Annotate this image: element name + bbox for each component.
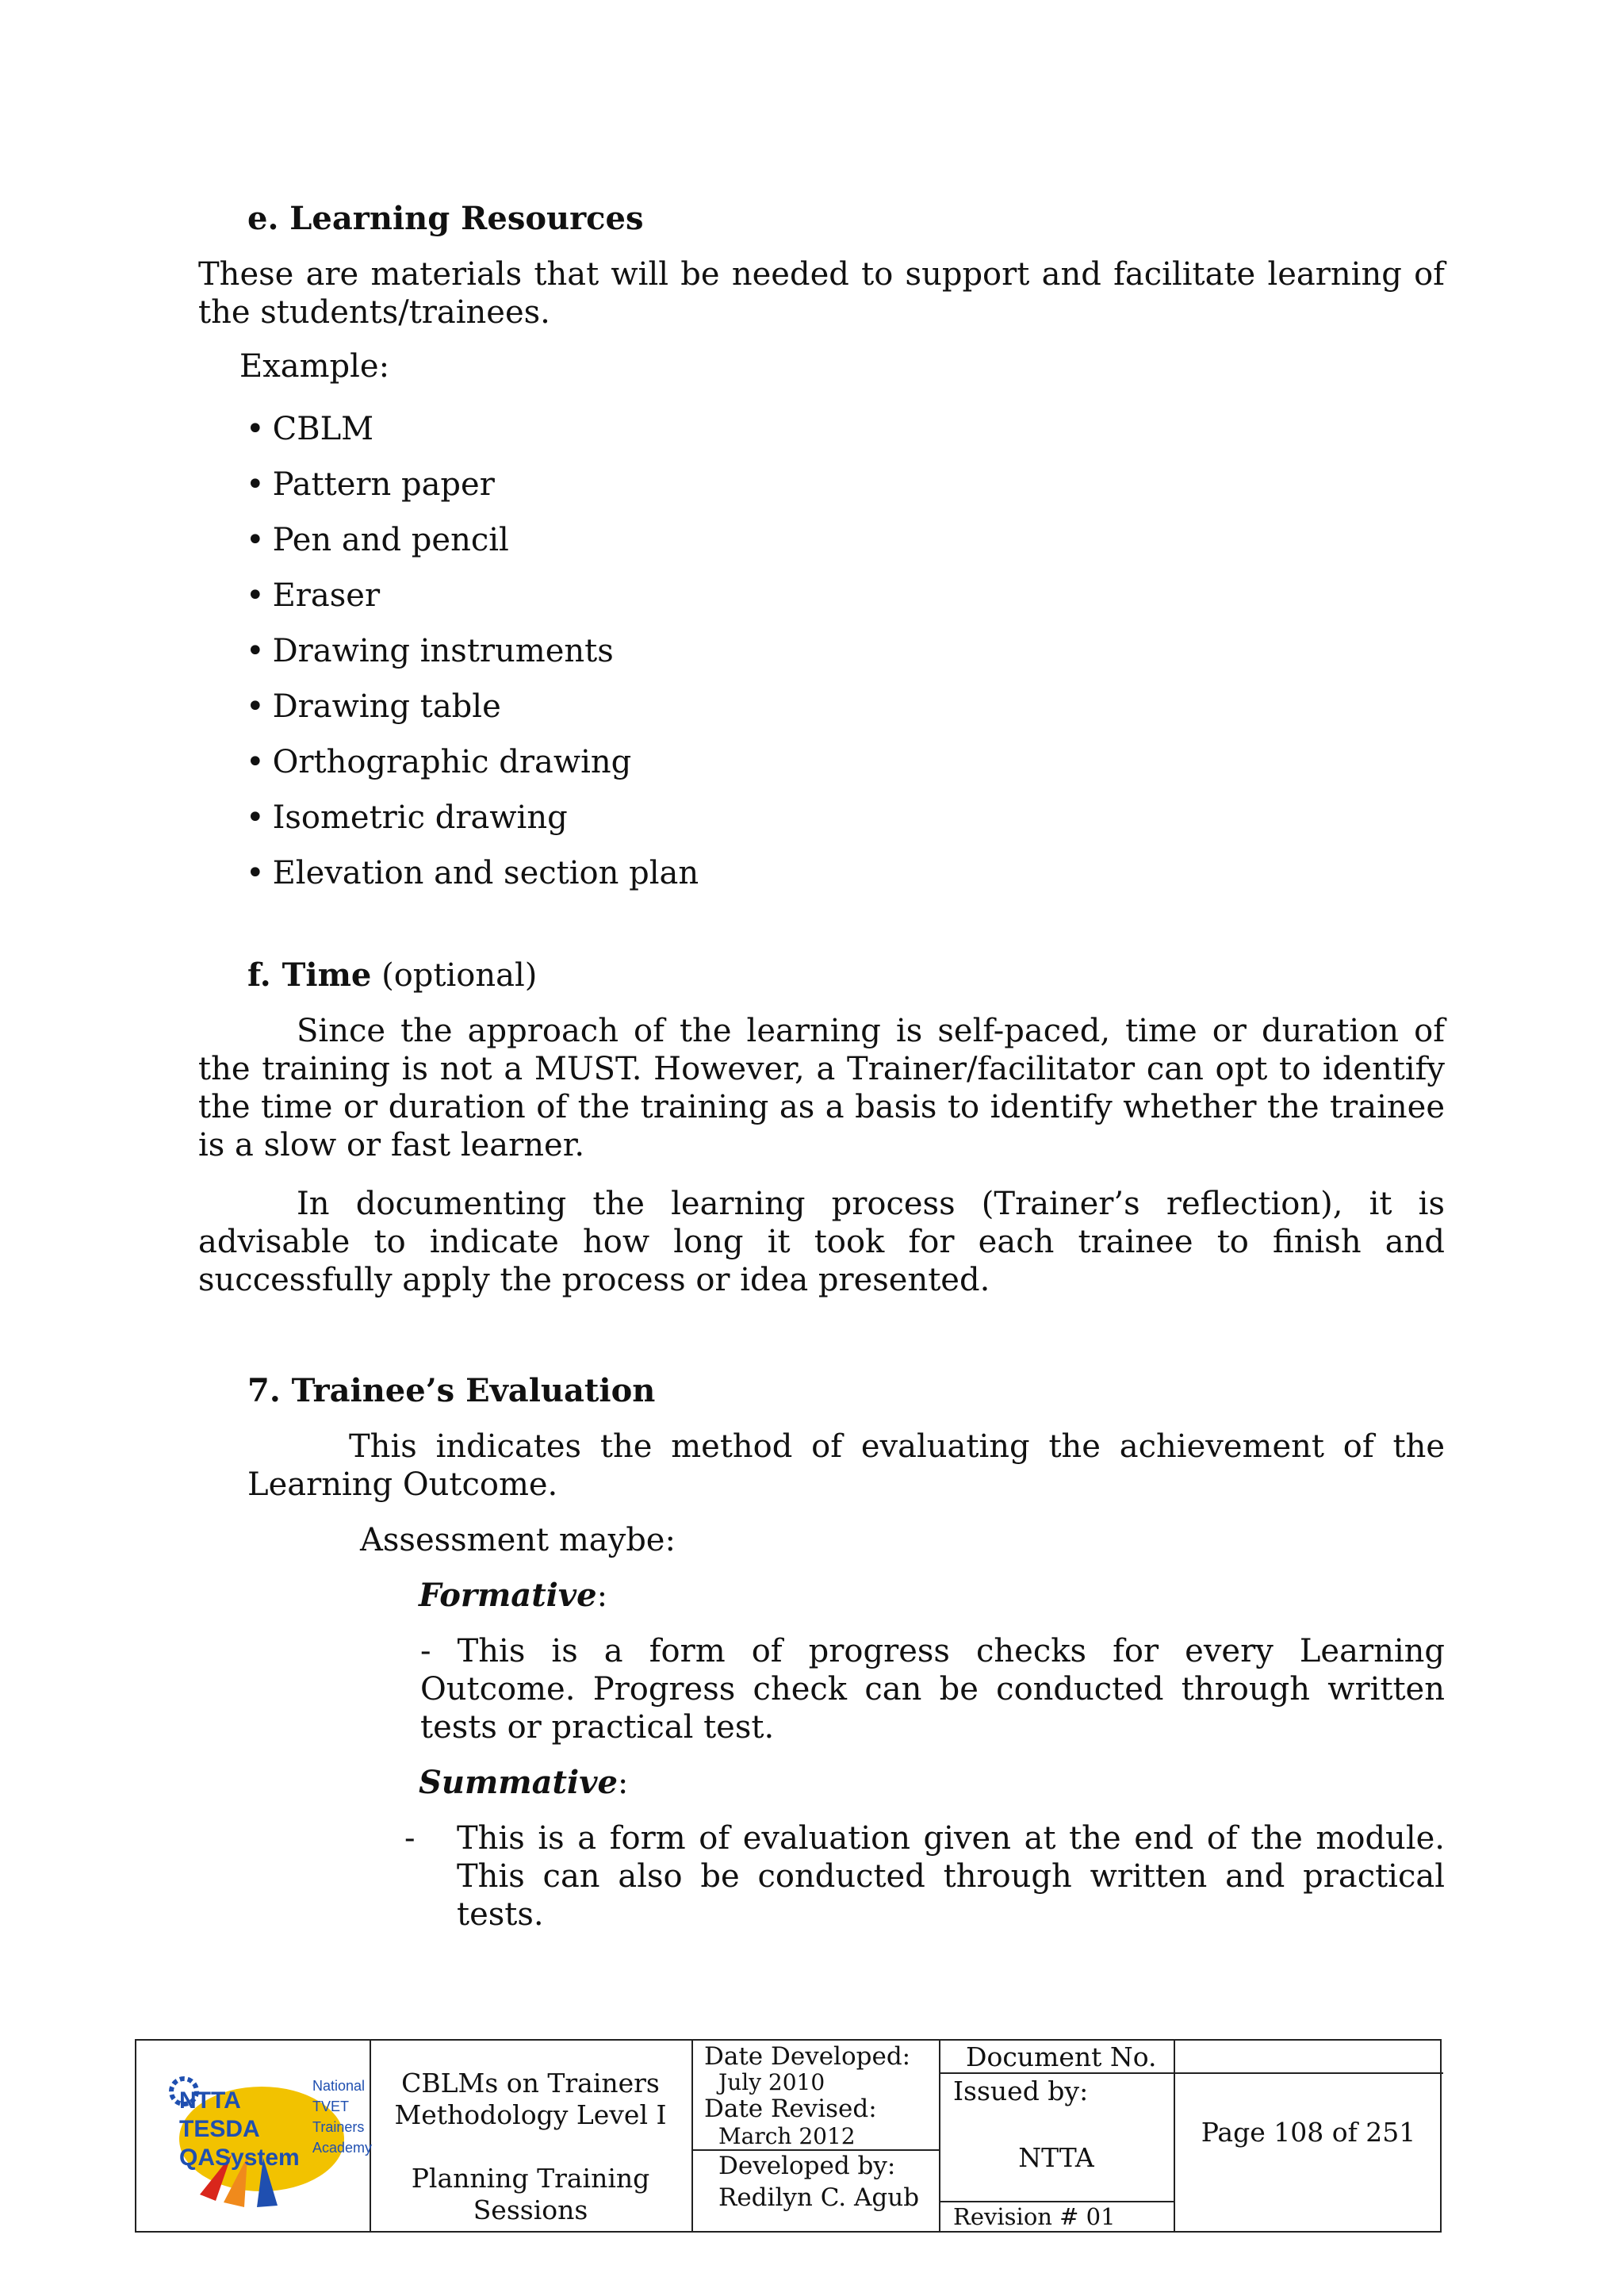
section-f-p1-line2: the training is not a MUST. However, a Trainer/facilitator can opt to identify: [198, 1051, 1445, 1087]
summative-text-line1: This is a form of evaluation given at the end of the module.: [457, 1820, 1445, 1857]
list-item: • Isometric drawing: [246, 790, 699, 845]
issued-by-value: NTTA: [1018, 2142, 1094, 2173]
logo-side-3: Trainers: [312, 2119, 365, 2135]
date-developed-value: July 2010: [718, 2069, 825, 2095]
logo-side-1: National: [312, 2078, 366, 2094]
formative-text-line3: tests or practical test.: [420, 1709, 775, 1746]
revision-number: Revision # 01: [953, 2203, 1116, 2230]
example-label: Example:: [239, 348, 390, 385]
document-footer: [135, 2039, 1442, 2233]
developed-by-value: Redilyn C. Agub: [718, 2183, 920, 2212]
module-title-line1: CBLMs on Trainers: [401, 2068, 660, 2099]
section-f-heading: [247, 956, 537, 995]
section-e-paragraph-line2: the students/trainees.: [198, 294, 550, 331]
date-revised-label: Date Revised:: [704, 2095, 877, 2123]
list-item: • Eraser: [246, 568, 699, 623]
learning-resources-list: [246, 401, 699, 901]
summative-text-line2: This can also be conducted through written and practical: [457, 1858, 1445, 1895]
assessment-label: Assessment maybe:: [360, 1522, 676, 1558]
summative-text-line3: tests.: [457, 1896, 544, 1933]
section-f-p2-line2: advisable to indicate how long it took for each trainee to finish and: [198, 1224, 1445, 1260]
section-f-p1-line4: is a slow or fast learner.: [198, 1127, 585, 1163]
summative-dash: -: [404, 1820, 416, 1857]
section-e-paragraph-line1: These are materials that will be needed to support and facilitate learning of: [198, 256, 1445, 293]
formative-text-line2: Outcome. Progress check can be conducted through written: [420, 1671, 1445, 1708]
logo-side-4: Academy: [312, 2140, 373, 2156]
section-e-heading: e. Learning Resources: [247, 200, 644, 237]
developed-by-label: Developed by:: [718, 2152, 896, 2180]
list-item: • CBLM: [246, 401, 699, 457]
formative-text-line1: - This is a form of progress checks for every Learning: [420, 1633, 1445, 1669]
list-item: • Pen and pencil: [246, 512, 699, 568]
section-7-p1-line2: Learning Outcome.: [247, 1466, 558, 1503]
section-f-heading-bold: f. Time: [247, 956, 372, 994]
issued-by-label: Issued by:: [953, 2076, 1089, 2106]
module-title-line2: Methodology Level I: [394, 2099, 667, 2130]
section-7-p1-line1: This indicates the method of evaluating the achievement of the: [349, 1428, 1445, 1465]
document-no-label: Document No.: [966, 2041, 1157, 2072]
list-item: • Pattern paper: [246, 457, 699, 512]
module-subtitle-line1: Planning Training: [411, 2163, 650, 2194]
section-f-p2-line1: In documenting the learning process (Trainer’s reflection), it is: [297, 1186, 1445, 1222]
section-f-p1-line1: Since the approach of the learning is self-paced, time or duration of: [297, 1013, 1445, 1049]
list-item: • Drawing instruments: [246, 623, 699, 679]
list-item: • Drawing table: [246, 679, 699, 734]
logo-side-2: TVET: [312, 2099, 350, 2114]
logo-text: NTTA TESDA QASystem: [179, 2087, 300, 2171]
section-f-p1-line3: the time or duration of the training as a basis to identify whether the trainee: [198, 1089, 1445, 1125]
section-7-heading: 7. Trainee’s Evaluation: [247, 1372, 656, 1409]
section-f-p2-line3: successfully apply the process or idea presented.: [198, 1262, 990, 1298]
page-number: Page 108 of 251: [1201, 2117, 1416, 2148]
summative-label: Summative:: [419, 1764, 629, 1801]
date-revised-value: March 2012: [718, 2123, 856, 2149]
formative-label: Formative:: [419, 1577, 608, 1614]
module-subtitle-line2: Sessions: [473, 2194, 588, 2225]
date-developed-label: Date Developed:: [704, 2042, 911, 2071]
list-item: • Orthographic drawing: [246, 734, 699, 790]
section-f-heading-optional: (optional): [371, 957, 538, 994]
list-item: • Elevation and section plan: [246, 845, 699, 901]
